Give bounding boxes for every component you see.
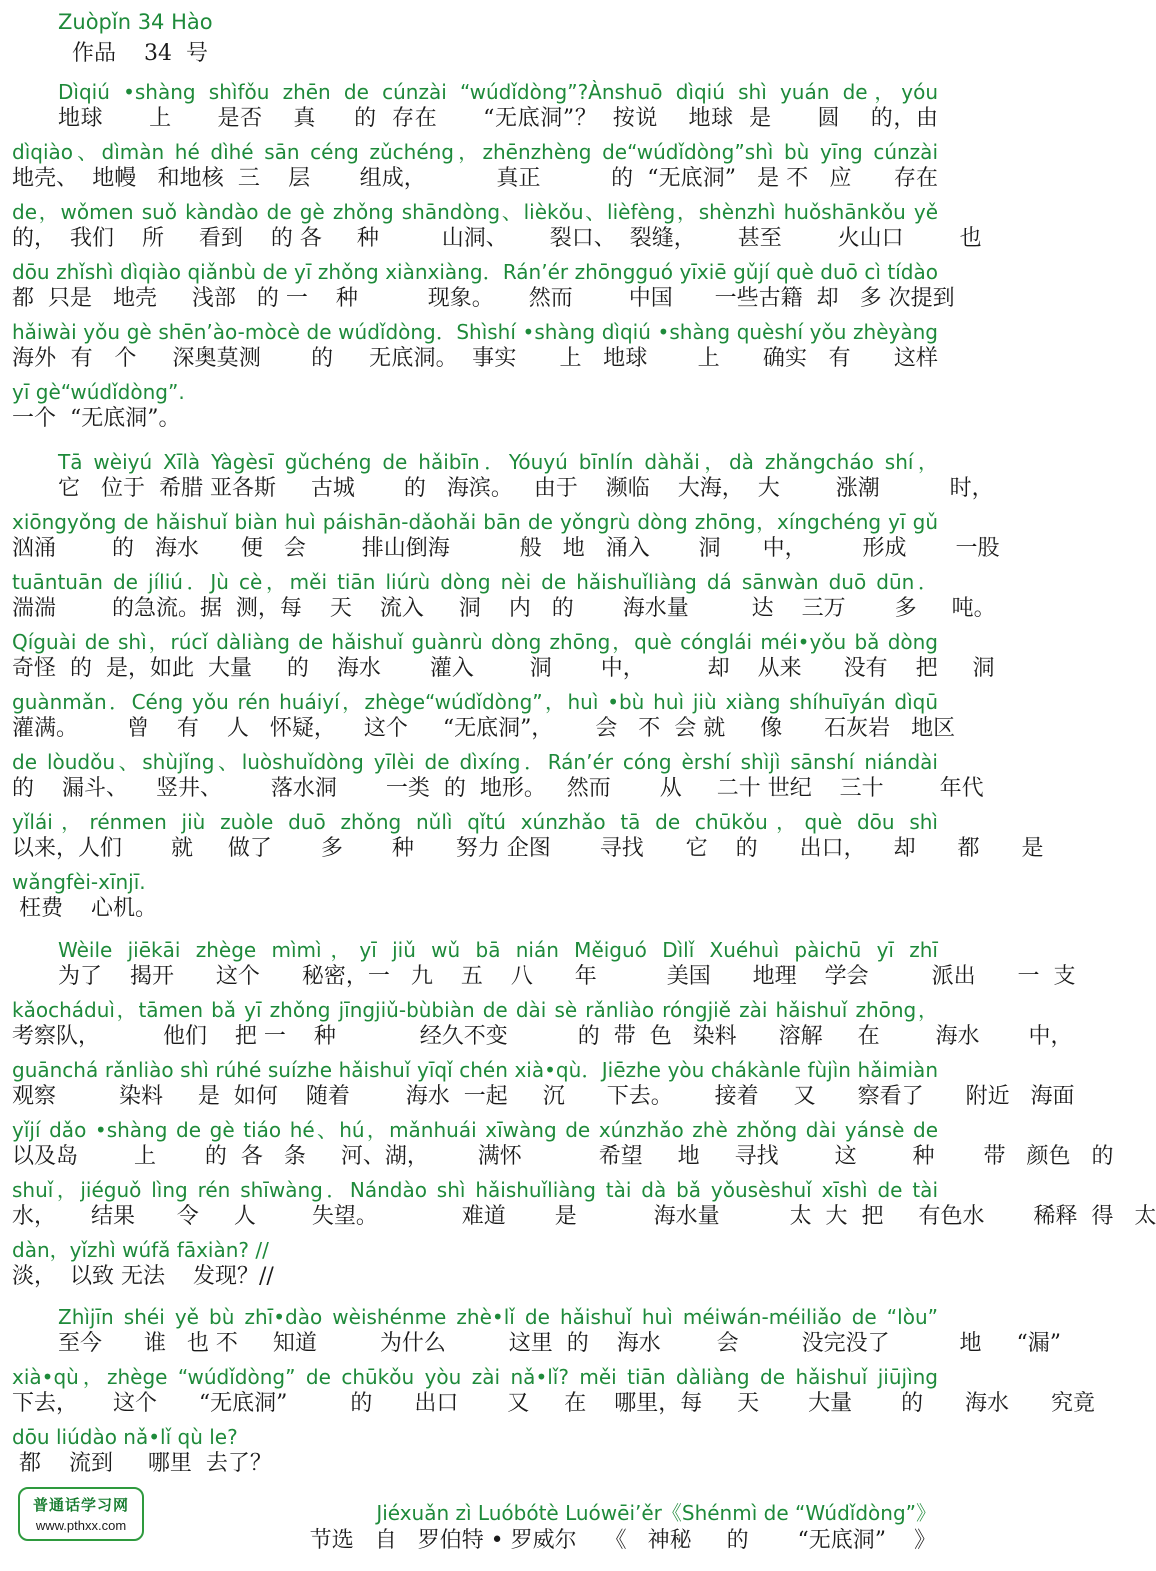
pinyin-line: Wèile jiēkāi zhège mìmì，yī jiǔ wǔ bā nián Měiguó Dìlǐ Xuéhuì pàichū yī zhī bbox=[58, 938, 938, 962]
pinyin-line: de lòudǒu、shùjǐng、luòshuǐdòng yīlèi de dìxíng．Rán’ér cóng èrshí shìjì sānshí niándài bbox=[12, 750, 938, 774]
pinyin-line: kǎocháduì，tāmen bǎ yī zhǒng jīngjiǔ-bùbiàn de dài sè rǎnliào róngjiě zài hǎishuǐ zhōng， bbox=[12, 998, 938, 1022]
logo-name: 普通话学习网 bbox=[32, 1496, 129, 1514]
title-pinyin: Zuòpǐn 34 Hào bbox=[58, 10, 213, 34]
pinyin-line: Zhìjīn shéi yě bù zhī•dào wèishénme zhè•lǐ de hǎishuǐ huì méiwán-méiliǎo de “lòu” bbox=[58, 1305, 938, 1329]
pinyin-line: guānchá rǎnliào shì rúhé suízhe hǎishuǐ yīqǐ chén xià•qù．Jiēzhe yòu chákànle fùjìn hǎimiàn bbox=[12, 1058, 938, 1082]
hanzi-line: 至今 谁 也 不 知道 为什么 这里 的 海水 会 没完没了 地 “漏” bbox=[58, 1331, 1062, 1356]
hanzi-line: 淡， 以致 无法 发现？// bbox=[12, 1264, 274, 1289]
hanzi-line: 奇怪 的 是，如此 大量 的 海水 灌入 洞 中， 却 从来 没有 把 洞 bbox=[12, 656, 995, 681]
hanzi-line: 它 位于 希腊 亚各斯 古城 的 海滨。 由于 濒临 大海， 大 涨潮 时， bbox=[58, 476, 994, 501]
hanzi-line: 地壳、 地幔 和地核 三 层 组成， 真正 的 “无底洞” 是 不 应 存在 bbox=[12, 166, 938, 191]
hanzi-line: 都 流到 哪里 去了？ bbox=[12, 1451, 272, 1476]
pinyin-line: wǎngfèi-xīnjī. bbox=[12, 870, 146, 894]
pinyin-line: Tā wèiyú Xīlà Yàgèsī gǔchéng de hǎibīn．Yóuyú bīnlín dàhǎi，dà zhǎngcháo shí， bbox=[58, 450, 938, 474]
hanzi-line: 以及岛 上 的 各 条 河、湖， 满怀 希望 地 寻找 这 种 带 颜色 的 bbox=[12, 1144, 1114, 1169]
pinyin-line: dōu zhǐshì dìqiào qiǎnbù de yī zhǒng xiànxiàng．Rán’ér zhōngguó yīxiē gǔjí què duō cì tídào bbox=[12, 260, 938, 284]
pinyin-line: tuāntuān de jíliú．Jù cè，měi tiān liúrù dòng nèi de hǎishuǐliàng dá sānwàn duō dūn． bbox=[12, 570, 938, 594]
hanzi-line: 汹涌 的 海水 便 会 排山倒海 般 地 涌入 洞 中， 形成 一股 bbox=[12, 536, 1000, 561]
pinyin-line: yǐlái，rénmen jiù zuòle duō zhǒng nǔlì qǐtú xúnzhǎo tā de chūkǒu，què dōu shì bbox=[12, 810, 938, 834]
hanzi-line: 地球 上 是否 真 的 存在 “无底洞”？ 按说 地球 是 圆 的，由 bbox=[58, 106, 938, 131]
pinyin-line: dōu liúdào nǎ•lǐ qù le? bbox=[12, 1425, 238, 1449]
site-logo bbox=[18, 1487, 144, 1541]
pinyin-line: yǐjí dǎo •shàng de gè tiáo hé、hú，mǎnhuái xīwàng de xúnzhǎo zhè zhǒng dài yánsè de bbox=[12, 1118, 938, 1142]
hanzi-line: 的， 我们 所 看到 的 各 种 山洞、 裂口、 裂缝， 甚至 火山口 也 bbox=[12, 226, 982, 251]
hanzi-line: 一个 “无底洞”。 bbox=[12, 406, 181, 431]
hanzi-line: 以来，人们 就 做了 多 种 努力 企图 寻找 它 的 出口， 却 都 是 bbox=[12, 836, 1044, 861]
pinyin-line: xià•qù，zhège “wúdǐdòng” de chūkǒu yòu zài nǎ•lǐ? měi tiān dàliàng de hǎishuǐ jiūjìng bbox=[12, 1365, 938, 1389]
logo-url: www.pthxx.com bbox=[35, 1518, 127, 1533]
pinyin-line: Qíguài de shì，rúcǐ dàliàng de hǎishuǐ guànrù dòng zhōng，què cónglái méi•yǒu bǎ dòng bbox=[12, 630, 938, 654]
pinyin-line: Dìqiú •shàng shìfǒu zhēn de cúnzài “wúdǐdòng”?Ànshuō dìqiú shì yuán de，yóu bbox=[58, 80, 938, 104]
hanzi-line: 枉费 心机。 bbox=[12, 896, 157, 921]
hanzi-line: 考察队， 他们 把 一 种 经久不变 的 带 色 染料 溶解 在 海水 中， bbox=[12, 1024, 1073, 1049]
hanzi-line: 下去， 这个 “无底洞” 的 出口 又 在 哪里，每 天 大量 的 海水 究竟 bbox=[12, 1391, 1095, 1416]
pinyin-line: shuǐ，jiéguǒ lìng rén shīwàng．Nándào shì hǎishuǐliàng tài dà bǎ yǒusèshuǐ xīshì de tài bbox=[12, 1178, 938, 1202]
hanzi-line: 观察 染料 是 如何 随着 海水 一起 沉 下去。 接着 又 察看了 附近 海面 bbox=[12, 1084, 1075, 1109]
hanzi-line: 的 漏斗、 竖井、 落水洞 一类 的 地形。 然而 从 二十 世纪 三十 年代 bbox=[12, 776, 984, 801]
hanzi-line: 水， 结果 令 人 失望。 难道 是 海水量 太 大 把 有色水 稀释 得 太 bbox=[12, 1204, 1156, 1229]
hanzi-line: 灌满。 曾 有 人 怀疑， 这个 “无底洞”， 会 不 会 就 像 石灰岩 地区 bbox=[12, 716, 956, 741]
credit-pinyin: Jiéxuǎn zì Luóbótè Luówēi’ěr《Shénmì de “Wúdǐdòng”》 bbox=[376, 1501, 936, 1525]
credit-hanzi: 节选 自 罗伯特 • 罗威尔 《 神秘 的 “无底洞” 》 bbox=[309, 1528, 936, 1553]
hanzi-line: 为了 揭开 这个 秘密，一 九 五 八 年 美国 地理 学会 派出 一 支 bbox=[58, 964, 1076, 989]
title-hanzi: 作品 34 号 bbox=[72, 41, 208, 66]
pinyin-line: hǎiwài yǒu gè shēn’ào-mòcè de wúdǐdòng．Shìshí •shàng dìqiú •shàng quèshí yǒu zhèyàng bbox=[12, 320, 938, 344]
pinyin-line: yī gè“wúdǐdòng”. bbox=[12, 380, 185, 404]
hanzi-line: 海外 有 个 深奥莫测 的 无底洞。 事实 上 地球 上 确实 有 这样 bbox=[12, 346, 938, 371]
hanzi-line: 都 只是 地壳 浅部 的 一 种 现象。 然而 中国 一些古籍 却 多 次提到 bbox=[12, 286, 955, 311]
hanzi-line: 湍湍 的急流。据 测，每 天 流入 洞 内 的 海水量 达 三万 多 吨。 bbox=[12, 596, 996, 621]
pinyin-line: dìqiào、dìmàn hé dìhé sān céng zǔchéng，zhēnzhèng de“wúdǐdòng”shì bù yīng cúnzài bbox=[12, 140, 938, 164]
pinyin-line: guànmǎn．Céng yǒu rén huáiyí，zhège“wúdǐdòng”，huì •bù huì jiù xiàng shíhuīyán dìqū bbox=[12, 690, 938, 714]
pinyin-line: de，wǒmen suǒ kàndào de gè zhǒng shāndòng、lièkǒu、lièfèng，shènzhì huǒshānkǒu yě bbox=[12, 200, 938, 224]
pinyin-line: xiōngyǒng de hǎishuǐ biàn huì páishān-dǎohǎi bān de yǒngrù dòng zhōng，xíngchéng yī gǔ bbox=[12, 510, 938, 534]
pinyin-line: dàn，yǐzhì wúfǎ fāxiàn? // bbox=[12, 1238, 269, 1262]
